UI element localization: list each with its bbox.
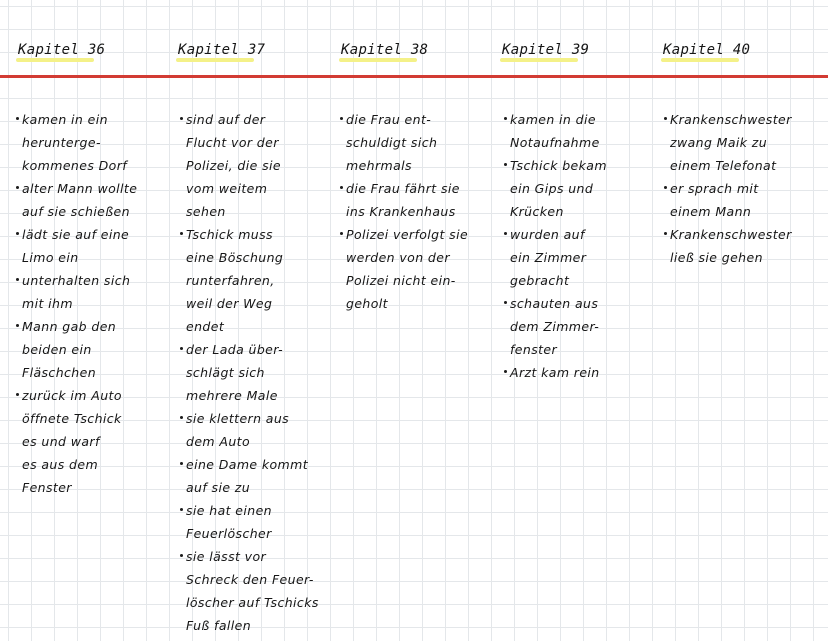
note-text: auf sie zu	[186, 480, 251, 495]
note-line	[510, 200, 607, 223]
note-line	[510, 315, 607, 338]
note-line	[22, 430, 137, 453]
note-line	[346, 246, 468, 269]
note-line	[186, 315, 319, 338]
note-line	[22, 154, 137, 177]
bullet-point	[664, 117, 667, 120]
note-text: Tschick bekam	[510, 158, 607, 173]
note-line	[670, 177, 792, 200]
bullet-point	[664, 232, 667, 235]
note-line	[186, 522, 319, 545]
note-line	[510, 338, 607, 361]
note-text: fenster	[510, 342, 558, 357]
bullet-point	[16, 232, 19, 235]
note-text: es aus dem	[22, 457, 99, 472]
note-line	[186, 108, 319, 131]
note-text: dem Auto	[186, 434, 250, 449]
note-text: Schreck den Feuer-	[186, 572, 314, 587]
note-line	[186, 453, 319, 476]
note-text: Flucht vor der	[186, 135, 279, 150]
note-text: schlägt sich	[186, 365, 265, 380]
note-line	[22, 453, 137, 476]
note-line	[22, 200, 137, 223]
bullet-point	[504, 232, 507, 235]
note-line	[670, 108, 792, 131]
note-text: kamen in die	[510, 112, 596, 127]
chapter-heading-39: Kapitel 39	[502, 42, 590, 58]
note-text: die Frau fährt sie	[346, 181, 460, 196]
note-text: Fenster	[22, 480, 72, 495]
note-text: herunterge-	[22, 135, 101, 150]
note-text: sind auf der	[186, 112, 266, 127]
note-text: Polizei nicht ein-	[346, 273, 456, 288]
note-text: eine Böschung	[186, 250, 284, 265]
note-line	[186, 407, 319, 430]
bullet-point	[504, 117, 507, 120]
note-text: lädt sie auf eine	[22, 227, 130, 242]
note-text: Polizei verfolgt sie	[346, 227, 469, 242]
note-line	[346, 292, 468, 315]
bullet-point	[340, 117, 343, 120]
note-line	[510, 269, 607, 292]
note-line	[22, 292, 137, 315]
bullet-point	[664, 186, 667, 189]
note-text: Mann gab den	[22, 319, 117, 334]
note-text: werden von der	[346, 250, 450, 265]
note-line	[186, 361, 319, 384]
note-line	[670, 246, 792, 269]
bullet-point	[16, 278, 19, 281]
note-text: sie hat einen	[186, 503, 273, 518]
note-line	[186, 269, 319, 292]
note-line	[186, 591, 319, 614]
chapter-heading-37: Kapitel 37	[178, 42, 266, 58]
note-text: Krankenschwester	[670, 112, 792, 127]
note-line	[510, 154, 607, 177]
note-line	[510, 292, 607, 315]
note-text: geholt	[346, 296, 388, 311]
note-text: beiden ein	[22, 342, 92, 357]
note-text: zurück im Auto	[22, 388, 122, 403]
note-line	[22, 338, 137, 361]
note-text: Arzt kam rein	[510, 365, 600, 380]
note-text: mit ihm	[22, 296, 73, 311]
chapter-38-notes	[346, 108, 468, 315]
note-text: Limo ein	[22, 250, 79, 265]
note-line	[186, 499, 319, 522]
note-text: zwang Maik zu	[670, 135, 768, 150]
bullet-point	[180, 232, 183, 235]
note-line	[510, 131, 607, 154]
note-text: Krücken	[510, 204, 564, 219]
note-text: ein Gips und	[510, 181, 594, 196]
note-text: löscher auf Tschicks	[186, 595, 319, 610]
note-line	[186, 614, 319, 637]
note-line	[346, 131, 468, 154]
bullet-point	[340, 186, 343, 189]
note-line	[510, 361, 607, 384]
note-line	[186, 154, 319, 177]
note-text: schauten aus	[510, 296, 599, 311]
note-line	[186, 200, 319, 223]
note-line	[186, 384, 319, 407]
note-line	[186, 430, 319, 453]
note-text: alter Mann wollte	[22, 181, 138, 196]
note-text: es und warf	[22, 434, 100, 449]
note-text: endet	[186, 319, 225, 334]
note-line	[186, 177, 319, 200]
note-line	[670, 131, 792, 154]
note-line	[22, 177, 137, 200]
note-line	[510, 246, 607, 269]
note-line	[22, 315, 137, 338]
bullet-point	[16, 324, 19, 327]
chapter-heading-38: Kapitel 38	[341, 42, 429, 58]
note-line	[510, 177, 607, 200]
chapter-36-notes	[22, 108, 137, 499]
bullet-point	[16, 186, 19, 189]
note-text: gebracht	[510, 273, 570, 288]
note-text: Fläschchen	[22, 365, 97, 380]
note-text: sie klettern aus	[186, 411, 290, 426]
note-text: Notaufnahme	[510, 135, 600, 150]
note-line	[346, 269, 468, 292]
note-text: vom weitem	[186, 181, 268, 196]
note-text: unterhalten sich	[22, 273, 131, 288]
note-text: wurden auf	[510, 227, 585, 242]
note-text: mehrmals	[346, 158, 412, 173]
note-text: einem Telefonat	[670, 158, 777, 173]
note-line	[346, 154, 468, 177]
note-line	[22, 131, 137, 154]
note-line	[22, 361, 137, 384]
bullet-point	[340, 232, 343, 235]
bullet-point	[504, 370, 507, 373]
note-text: sie lässt vor	[186, 549, 267, 564]
note-line	[510, 108, 607, 131]
note-text: Feuerlöscher	[186, 526, 272, 541]
note-line	[510, 223, 607, 246]
note-text: eine Dame kommt	[186, 457, 309, 472]
note-line	[186, 131, 319, 154]
chapter-39-notes	[510, 108, 607, 384]
bullet-point	[180, 117, 183, 120]
note-text: Tschick muss	[186, 227, 273, 242]
note-line	[22, 108, 137, 131]
note-text: runterfahren,	[186, 273, 275, 288]
note-line	[670, 200, 792, 223]
chapter-37-notes	[186, 108, 319, 637]
note-text: ein Zimmer	[510, 250, 587, 265]
note-text: er sprach mit	[670, 181, 759, 196]
bullet-point	[16, 393, 19, 396]
bullet-point	[180, 416, 183, 419]
note-line	[186, 246, 319, 269]
note-line	[22, 269, 137, 292]
chapter-heading-40: Kapitel 40	[663, 42, 751, 58]
note-line	[346, 177, 468, 200]
note-text: einem Mann	[670, 204, 752, 219]
note-line	[186, 338, 319, 361]
bullet-point	[180, 347, 183, 350]
note-line	[22, 384, 137, 407]
note-text: kommenes Dorf	[22, 158, 128, 173]
note-text: die Frau ent-	[346, 112, 432, 127]
note-text: Polizei, die sie	[186, 158, 281, 173]
note-text: der Lada über-	[186, 342, 284, 357]
note-line	[186, 292, 319, 315]
note-line	[346, 108, 468, 131]
note-text: schuldigt sich	[346, 135, 438, 150]
note-text: dem Zimmer-	[510, 319, 600, 334]
note-line	[22, 476, 137, 499]
bullet-point	[16, 117, 19, 120]
note-line	[186, 476, 319, 499]
chapter-40-notes	[670, 108, 792, 269]
note-text: Krankenschwester	[670, 227, 792, 242]
note-line	[186, 223, 319, 246]
header-divider-line	[0, 75, 828, 78]
chapter-header-row	[0, 0, 828, 78]
note-line	[346, 223, 468, 246]
bullet-point	[180, 508, 183, 511]
bullet-point	[180, 554, 183, 557]
note-line	[346, 200, 468, 223]
note-text: öffnete Tschick	[22, 411, 122, 426]
note-line	[22, 246, 137, 269]
note-line	[186, 545, 319, 568]
note-text: weil der Weg	[186, 296, 273, 311]
note-text: sehen	[186, 204, 226, 219]
note-text: ließ sie gehen	[670, 250, 763, 265]
note-line	[22, 223, 137, 246]
chapter-heading-36: Kapitel 36	[18, 42, 106, 58]
note-text: ins Krankenhaus	[346, 204, 456, 219]
note-text: auf sie schießen	[22, 204, 130, 219]
note-text: Fuß fallen	[186, 618, 252, 633]
bullet-point	[180, 462, 183, 465]
note-line	[22, 407, 137, 430]
bullet-point	[504, 163, 507, 166]
note-line	[186, 568, 319, 591]
note-text: mehrere Male	[186, 388, 278, 403]
note-line	[670, 223, 792, 246]
bullet-point	[504, 301, 507, 304]
note-text: kamen in ein	[22, 112, 108, 127]
note-line	[670, 154, 792, 177]
